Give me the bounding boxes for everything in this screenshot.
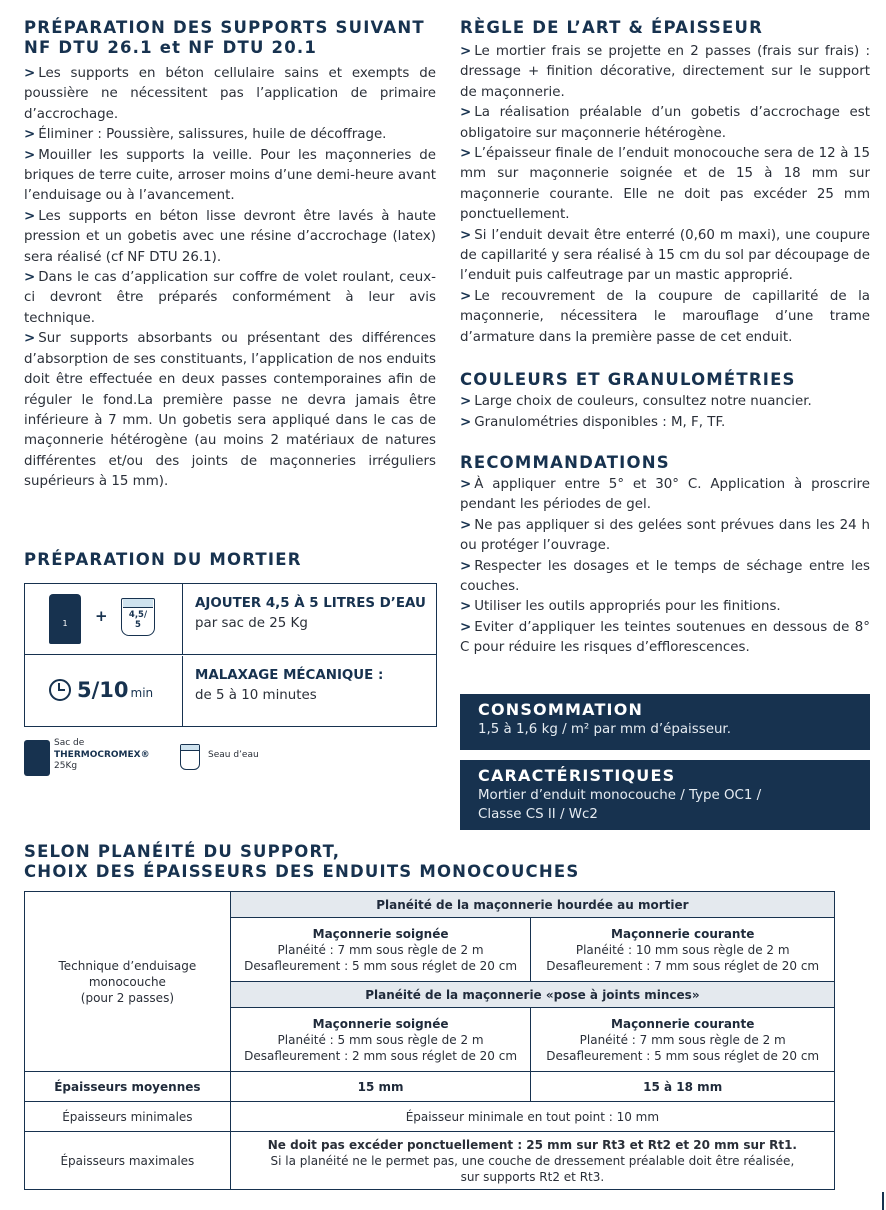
- consommation-title: CONSOMMATION: [478, 700, 644, 719]
- consommation-text: 1,5 à 1,6 kg / m² par mm d’épaisseur.: [478, 722, 731, 737]
- supports-item: > Dans le cas d’application sur coffre de volet roulant, ceux-ci devront être préparés conformément à leur avis technique.: [24, 270, 436, 326]
- supports-item: > Les supports en béton lisse devront être lavés à haute pression et un gobetis avec une résine d’accrochage (latex) sera réalisé (cf NF DTU 26.1).: [24, 208, 436, 265]
- table-cell: Maçonnerie soignée Planéité : 7 mm sous règle de 2 m Desafleurement : 5 mm sous réglet de 20 cm: [230, 918, 531, 982]
- epaisseurs-title: SELON PLANÉITÉ DU SUPPORT, CHOIX DES ÉPAISSEURS DES ENDUITS MONOCOUCHES: [24, 842, 580, 881]
- clock-icon: [49, 679, 71, 701]
- table-cell: Maçonnerie courante Planéité : 10 mm sous règle de 2 m Desafleurement : 7 mm sous réglet de 20 cm: [531, 918, 835, 982]
- page-edge-mark: [882, 1192, 884, 1210]
- reco-item: > Respecter les dosages et le temps de séchage entre les couches.: [460, 558, 870, 594]
- plus-icon: +: [95, 607, 108, 625]
- malaxage-title: MALAXAGE MÉCANIQUE :: [195, 668, 384, 683]
- mortier-time: [25, 656, 183, 727]
- bag-icon: 1: [49, 594, 81, 644]
- bucket-icon: [180, 744, 200, 770]
- couleurs-item: > Large choix de couleurs, consultez notre nuancier.: [460, 394, 812, 410]
- mortier-row-eau: [25, 584, 436, 655]
- table-cell: 15 mm: [230, 1072, 531, 1102]
- regle-item: > Le recouvrement de la coupure de capillarité de la maçonnerie, nécessitera le marouflage d’une trame d’armature dans la première passe de cet enduit.: [460, 288, 870, 345]
- regle-title: RÈGLE DE L’ART & ÉPAISSEUR: [460, 18, 763, 37]
- bag-icon: [24, 740, 50, 776]
- supports-item: > Sur supports absorbants ou présentant des différences d’absorption de ses constituants, l’application de nos enduits doit être effectuée en deux passes contemporaines afin de réguler le fond.La première passe ne devra jamais être inférieure à 7 mm. Un gobetis sera appliqué dans le cas de maçonnerie hétérogène (au moins 2 matériaux de natures différentes et/ou des joints de maçonneries irréguliers supérieurs à 15 mm).: [24, 331, 436, 490]
- caracteristiques-box: [460, 760, 870, 830]
- supports-title: PRÉPARATION DES SUPPORTS SUIVANT NF DTU 26.1 et NF DTU 20.1: [24, 18, 425, 57]
- caracteristiques-title: CARACTÉRISTIQUES: [478, 766, 676, 785]
- regle-item: > L’épaisseur finale de l’enduit monocouche sera de 12 à 15 mm sur maçonnerie soignée et de 15 à 18 mm sur maçonnerie courante. Elle ne doit pas excéder 25 mm ponctuellement.: [460, 146, 870, 223]
- table-cell: Maçonnerie soignée Planéité : 5 mm sous règle de 2 m Desafleurement : 2 mm sous réglet de 20 cm: [230, 1008, 531, 1072]
- table-header-joints: Planéité de la maçonnerie «pose à joints minces»: [230, 982, 834, 1008]
- supports-item: > Éliminer : Poussière, salissures, huile de décoffrage.: [24, 127, 387, 143]
- time-value: 5/10: [77, 678, 129, 702]
- legend-bucket-text: Seau d’eau: [208, 750, 259, 760]
- reco-item: > À appliquer entre 5° et 30° C. Application à proscrire pendant les périodes de gel.: [460, 476, 870, 513]
- left-column: [24, 18, 436, 493]
- table-cell: Ne doit pas excéder ponctuellement : 25 mm sur Rt3 et Rt2 et 20 mm sur Rt1. Si la planéité ne le permet pas, une couche de dressement préalable doit être réalisée, sur supports Rt2 et Rt3.: [230, 1132, 834, 1190]
- table-cell: 15 à 18 mm: [531, 1072, 835, 1102]
- table-row-label: Épaisseurs minimales: [25, 1102, 231, 1132]
- right-column: [460, 18, 870, 659]
- reco-item: > Eviter d’appliquer les teintes soutenues en dessous de 8° C pour réduire les risques d’efflorescences.: [460, 619, 870, 656]
- table-header-mortier: Planéité de la maçonnerie hourdée au mortier: [230, 892, 834, 918]
- bucket-icon: 4,5/ 5: [121, 598, 155, 636]
- supports-item: > Mouiller les supports la veille. Pour les maçonneries de briques de terre cuite, arroser moins d’une demi-heure avant l’enduisage ou à l’avancement.: [24, 147, 436, 204]
- mortier-row-malaxage: [25, 656, 436, 727]
- reco-item: > Ne pas appliquer si des gelées sont prévues dans les 24 h ou protéger l’ouvrage.: [460, 517, 870, 554]
- eau-text: par sac de 25 Kg: [195, 616, 308, 631]
- eau-title: AJOUTER 4,5 À 5 LITRES D’EAU: [195, 596, 426, 611]
- regle-item: > Si l’enduit devait être enterré (0,60 m maxi), une coupure de capillarité y sera réalisé à 15 cm du sol par découpage de l’enduit puis calfeutrage par un mastic approprié.: [460, 227, 870, 284]
- legend: [24, 738, 444, 778]
- time-unit: min: [130, 686, 154, 700]
- malaxage-text: de 5 à 10 minutes: [195, 688, 317, 703]
- couleurs-item: > Granulométries disponibles : M, F, TF.: [460, 414, 726, 430]
- reco-item: > Utiliser les outils appropriés pour les finitions.: [460, 599, 781, 615]
- table-row-label: Épaisseurs moyennes: [25, 1072, 231, 1102]
- regle-item: > Le mortier frais se projette en 2 passes (frais sur frais) : dressage + finition décorative, directement sur le support de maçonnerie.: [460, 44, 870, 100]
- table-cell: Épaisseur minimale en tout point : 10 mm: [230, 1102, 834, 1132]
- mortier-box: [24, 583, 437, 727]
- mortier-title: PRÉPARATION DU MORTIER: [24, 550, 302, 569]
- technique-cell: Technique d’enduisage monocouche (pour 2 passes): [25, 892, 231, 1072]
- couleurs-title: COULEURS ET GRANULOMÉTRIES: [460, 370, 796, 390]
- supports-item: > Les supports en béton cellulaire sains et exempts de poussière ne nécessitent pas l’application de primaire d’accrochage.: [24, 66, 436, 122]
- table-row-label: Épaisseurs maximales: [25, 1132, 231, 1190]
- epaisseurs-table: [24, 891, 835, 1190]
- legend-bag-text: Sac de THERMOCROMEX® 25Kg: [54, 738, 150, 771]
- caracteristiques-text: Mortier d’enduit monocouche / Type OC1 / Classe CS II / Wc2: [478, 788, 762, 822]
- mortier-icons: [25, 584, 183, 654]
- consommation-box: [460, 694, 870, 750]
- regle-item: > La réalisation préalable d’un gobetis d’accrochage est obligatoire sur maçonnerie hétérogène.: [460, 105, 870, 141]
- reco-title: RECOMMANDATIONS: [460, 452, 670, 472]
- table-cell: Maçonnerie courante Planéité : 7 mm sous règle de 2 m Desafleurement : 5 mm sous réglet de 20 cm: [531, 1008, 835, 1072]
